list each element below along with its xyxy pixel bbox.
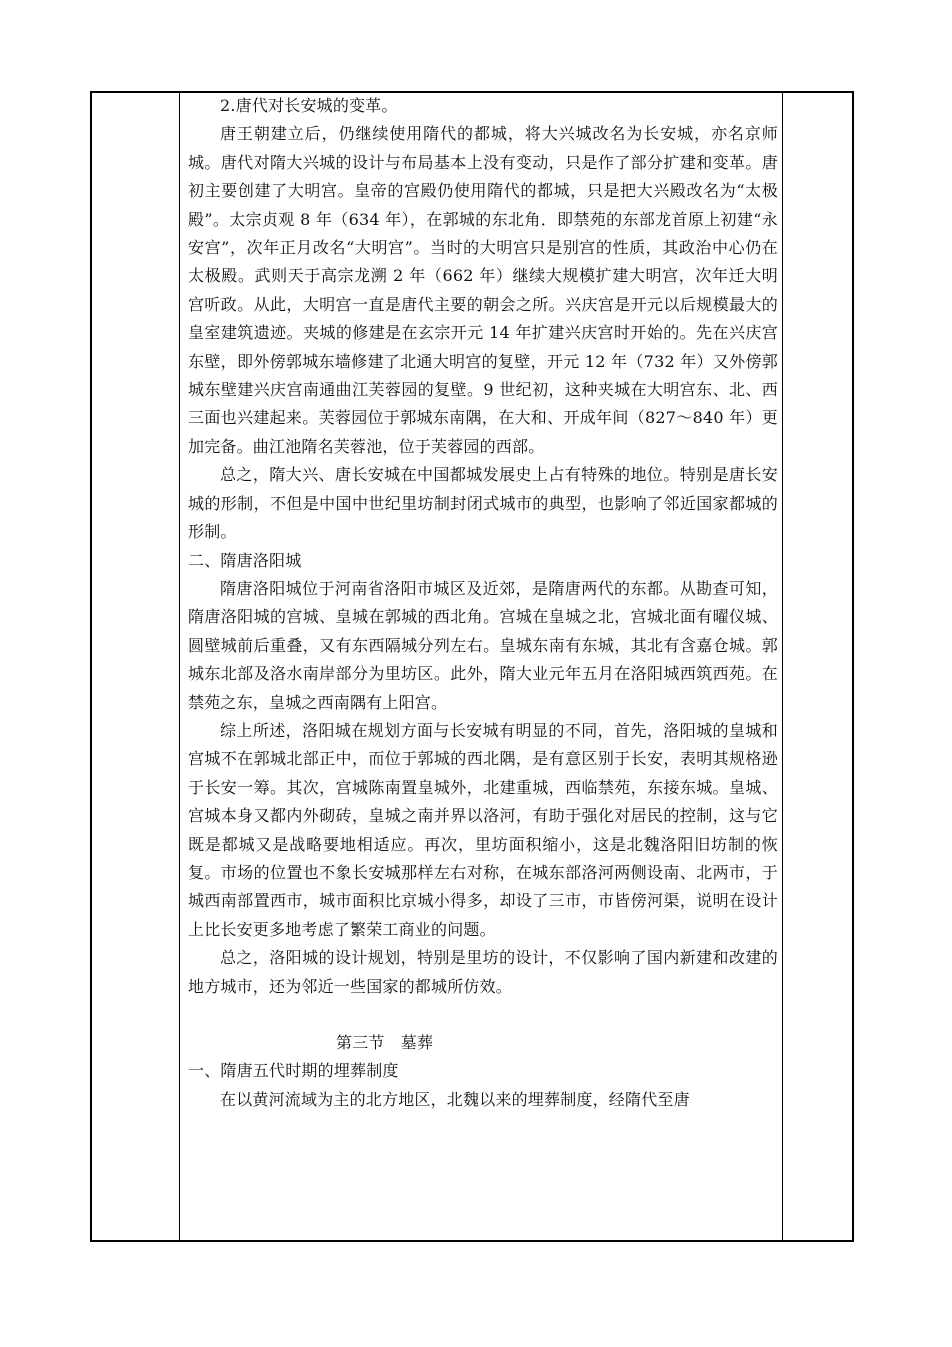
table-column-divider-right	[782, 93, 783, 1240]
table-column-divider-left	[179, 93, 180, 1240]
heading-burial-system: 一、隋唐五代时期的埋葬制度	[188, 1061, 399, 1081]
paragraph-summary-changan: 总之，隋大兴、唐长安城在中国都城发展史上占有特殊的地位。特别是唐长安城的形制，不但是中国中世纪里坊制封闭式城市的典型，也影响了邻近国家都城的形制。	[188, 465, 778, 542]
document-body	[188, 92, 778, 1114]
heading-luoyang: 二、隋唐洛阳城	[188, 550, 302, 570]
subheading-tang-changan: 2.唐代对长安城的变革。	[220, 96, 398, 115]
section-title-burial: 第三节 墓葬	[336, 1033, 434, 1052]
paragraph-tang-changan: 唐王朝建立后，仍继续使用隋代的都城，将大兴城改名为长安城，亦名京师城。唐代对隋大兴城的设计与布局基本上没有变动，只是作了部分扩建和变革。唐初主要创建了大明宫。皇帝的宫殿仍使用隋代的都城，只是把大兴殿改名为“太极殿”。太宗贞观 8 年（634 年），在郭城的东北角．即禁苑的东部龙首原上初建“永安宫”，次年正月改名“大明宫”。当时的大明宫只是别宫的性质，其政治中心仍在太极殿。武则天于高宗龙溯 2 年（662 年）继续大规模扩建大明宫，次年迁大明宫听政。从此，大明宫一直是唐代主要的朝会之所。兴庆宫是开元以后规模最大的皇室建筑遗迹。夹城的修建是在玄宗开元 14 年扩建兴庆宫时开始的。先在兴庆宫东壁，即外傍郭城东墙修建了北通大明宫的复壁，开元 12 年（732 年）又外傍郭城东壁建兴庆宫南通曲江芙蓉园的复壁。9 世纪初，这种夹城在大明宫东、北、西三面也兴建起来。芙蓉园位于郭城东南隅，在大和、开成年间（827～840 年）更加完备。曲江池隋名芙蓉池，位于芙蓉园的西部。	[188, 124, 778, 456]
paragraph-luoyang-intro: 隋唐洛阳城位于河南省洛阳市城区及近郊，是隋唐两代的东都。从勘查可知，隋唐洛阳城的宫城、皇城在郭城的西北角。宫城在皇城之北，宫城北面有曜仪城、圆壁城前后重叠，又有东西隔城分列左右。皇城东南有东城，其北有含嘉仓城。郭城东北部及洛水南岸部分为里坊区。此外，隋大业元年五月在洛阳城西筑西苑。在禁苑之东，皇城之西南隅有上阳宫。	[188, 578, 778, 712]
paragraph-luoyang-summary: 总之，洛阳城的设计规划，特别是里坊的设计，不仅影响了国内新建和改建的地方城市，还为邻近一些国家的都城所仿效。	[188, 948, 778, 996]
paragraph-luoyang-comparison: 综上所述，洛阳城在规划方面与长安城有明显的不同，首先，洛阳城的皇城和宫城不在郭城北部正中，而位于郭城的西北隅，是有意区别于长安，表明其规格逊于长安一筹。其次，宫城陈南置皇城外，北建重城，西临禁苑，东接东城。皇城、宫城本身又都内外砌砖，皇城之南并界以洛河，有助于强化对居民的控制，这与它既是都城又是战略要地相适应。再次，里坊面积缩小，这是北魏洛阳旧坊制的恢复。市场的位置也不象长安城那样左右对称，在城东部洛河两侧设南、北两市，于城西南部置西市，城市面积比京城小得多，却设了三市，市皆傍河渠，说明在设计上比长安更多地考虑了繁荣工商业的问题。	[188, 720, 778, 939]
paragraph-burial-intro: 在以黄河流域为主的北方地区，北魏以来的埋葬制度，经隋代至唐	[220, 1089, 690, 1109]
